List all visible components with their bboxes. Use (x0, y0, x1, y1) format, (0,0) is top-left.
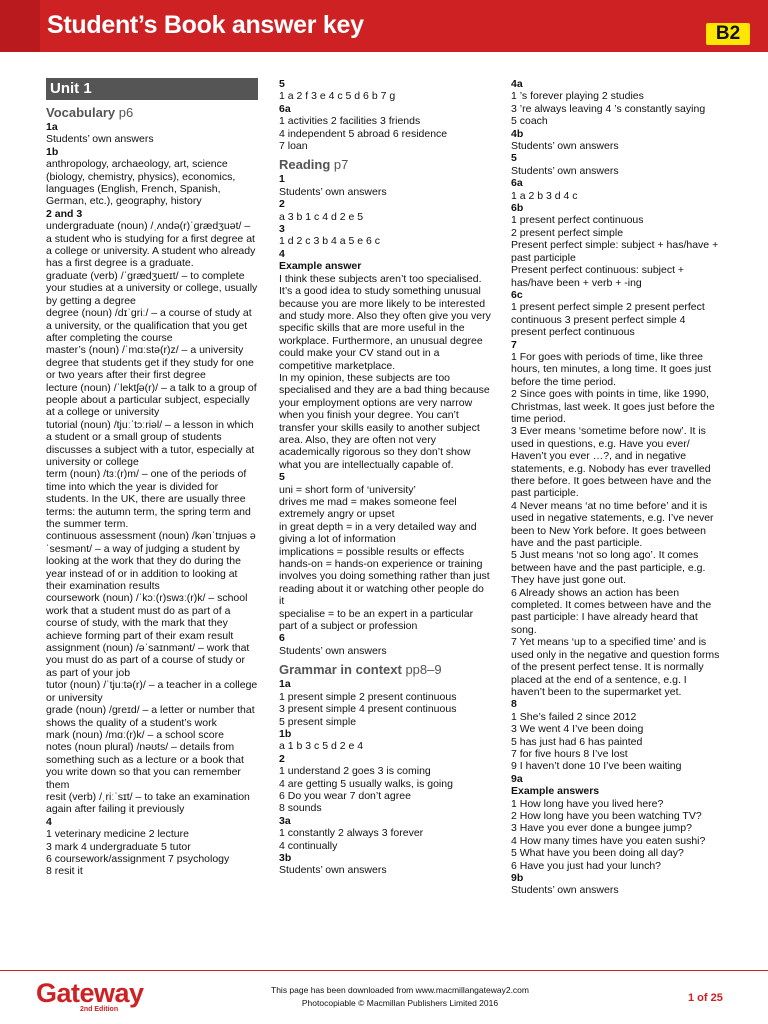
definition-line: uni = short form of ‘university’ (279, 483, 416, 496)
glossary-entry: term (noun) /tɜː(r)m/ – one of the periods of time into which the year is divided for students. In the UK, there are usually three terms: the autumn term, the spring term and the summer term. (46, 468, 251, 530)
glossary-entry: notes (noun plural) /nəʊts/ – details from something such as a lecture or a book that you write down so that you can remember them (46, 741, 244, 791)
question-number: 9b (511, 872, 524, 884)
question-number: 2 (279, 752, 285, 765)
question-number: 7 (511, 338, 517, 351)
glossary-entry: degree (noun) /dɪˈgriː/ – a course of study at a university, or the qualification that you get after completing the course (46, 307, 252, 344)
question-number: 6a (511, 177, 523, 190)
example-answer-label: Example answer (279, 260, 362, 273)
definition-line: implications = possible results or effects (279, 545, 465, 558)
answer-line: 1 present perfect continuous (511, 214, 644, 227)
answer-text: anthropology, archaeology, art, science (biology, chemistry, physics), economics, languages (English, French, Spanish, German, etc.), geography, history (46, 158, 236, 208)
question-number: 1b (279, 727, 292, 740)
answer-paragraph: 1 For goes with periods of time, like three hours, ten minutes, a long time. It goes just before the time period. (511, 350, 712, 388)
header-bar (0, 0, 768, 52)
section-heading-reading: Reading p7 (279, 157, 349, 173)
answer-line: 3 mark 4 undergraduate 5 tutor (46, 840, 191, 853)
answer-line: 1 veterinary medicine 2 lecture (46, 828, 189, 841)
example-paragraph: In my opinion, these subjects are too specialised and they are a bad thing because your employment options are very narrow when you finish your degree. You can’t transfer your skills easily to another subject area. Also, they are often not very academically rigorous so they don’t show what you are intellectually capable of. (279, 371, 490, 471)
answer-line: 4 are getting 5 usually walks, is going (279, 777, 453, 790)
glossary-entry: lecture (noun) /ˈlektʃə(r)/ – a talk to a group of people about a particular subject, especially at a college or university (46, 381, 257, 419)
answer-line: 4 How many times have you eaten sushi? (511, 834, 706, 847)
gateway-edition: 2nd Edition (80, 1006, 119, 1013)
question-number: 6a (279, 102, 291, 115)
column-3 (511, 78, 723, 897)
answer-text: Students’ own answers (511, 140, 619, 153)
answer-line: 9 I haven’t done 10 I’ve been waiting (511, 760, 682, 773)
example-answer-label: Example answers (511, 785, 600, 798)
column-2 (279, 78, 491, 877)
answer-line: 4 continually (279, 839, 338, 852)
answer-line: 7 for five hours 8 I’ve lost (511, 747, 628, 760)
definition-line: in great depth = in a very detailed way and giving a lot of information (279, 520, 477, 546)
answer-line: 3 Have you ever done a bungee jump? (511, 822, 692, 835)
question-number: 5 (279, 471, 285, 484)
unit-heading: Unit 1 (46, 78, 258, 100)
answer-paragraph: 4 Never means ‘at no time before’ and it is used in negative statements, e.g. I’ve never been to New York before. It goes between have and the past participle. (511, 499, 714, 550)
answer-line: 5 What have you been doing all day? (511, 847, 684, 860)
question-number: 1 (279, 173, 285, 186)
answer-text: Students’ own answers (511, 884, 619, 897)
glossary-entry: resit (verb) /ˌriːˈsɪt/ – to take an examination again after failing it previously (46, 790, 250, 816)
header-accent-strip (0, 0, 40, 52)
glossary-entry: graduate (verb) /ˈgrædʒueɪt/ – to complete your studies at a university or college, usually by getting a degree (46, 269, 258, 307)
question-number: 2 and 3 (46, 207, 83, 220)
answer-text: Students’ own answers (279, 185, 387, 198)
answer-line: 1 understand 2 goes 3 is coming (279, 765, 431, 778)
definition-line: hands-on = hands-on experience or training involves you doing something rather than just reading about it or watching other people do it (279, 558, 490, 608)
glossary-entry: assignment (noun) /əˈsaɪnmənt/ – work that you must do as part of a course of study or as part of your job (46, 642, 250, 679)
question-number: 3 (279, 223, 285, 236)
answer-line: 3 We went 4 I’ve been doing (511, 723, 644, 736)
answer-line: 1 present perfect simple 2 present perfect continuous 3 present perfect simple 4 present perfect continuous (511, 301, 705, 339)
answer-line: 1 ’s forever playing 2 studies (511, 90, 644, 103)
answer-line: 1 a 2 f 3 e 4 c 5 d 6 b 7 g (279, 90, 396, 103)
answer-line: a 3 b 1 c 4 d 2 e 5 (279, 210, 364, 223)
question-number: 5 (279, 78, 285, 90)
glossary-entry: grade (noun) /greɪd/ – a letter or number that shows the quality of a student’s work (46, 704, 255, 729)
answer-paragraph: 7 Yet means ‘up to a specified time’ and is used only in the negative and question forms of the present perfect tense. It is normally placed at the end of a sentence, e.g. I haven’t been to the supermarket yet. (511, 636, 720, 698)
glossary-entry: coursework (noun) /ˈkɔː(r)swɜː(r)k/ – school work that a student must do as part of a course of study, with the mark that they achieve forming part of their exam result (46, 592, 248, 642)
question-number: 6b (511, 202, 524, 215)
glossary-entry: continuous assessment (noun) /kənˈtɪnjuəs əˈsesmənt/ – a way of judging a student by looking at the work that they do during the year instead of or in addition to looking at their examination results (46, 530, 256, 593)
answer-line: 2 How long have you been watching TV? (511, 809, 702, 822)
example-paragraph: I think these subjects aren’t too specialised. It’s a good idea to study something unusual because you are more likely to be interested and study more. Also they often give you very specific skills that are more useful in the workplace. Furthermore, an unusual degree could make your CV stand out in a competitive marketplace. (279, 272, 491, 372)
answer-paragraph: 5 Just means ‘not so long ago’. It comes between have and the past participle, e.g. They have just gone out. (511, 549, 706, 587)
answer-line: Present perfect simple: subject + has/have + past participle (511, 239, 719, 264)
answer-text: Students’ own answers (279, 644, 387, 657)
question-number: 3b (279, 851, 292, 864)
answer-line: 6 coursework/assignment 7 psychology (46, 852, 230, 865)
answer-line: 7 loan (279, 140, 308, 153)
answer-line: 5 coach (511, 115, 548, 128)
footer-divider (0, 970, 768, 971)
question-number: 4a (511, 78, 523, 90)
section-heading-vocabulary: Vocabulary p6 (46, 105, 134, 120)
glossary-entry: tutor (noun) /ˈtjuːtə(r)/ – a teacher in a college or university (46, 679, 258, 704)
glossary-entry: undergraduate (noun) /ˌʌndə(r)ˈgrædʒuət/ – a student who is studying for a first degree at a college or university. A student who already has a first degree is a graduate. (46, 220, 256, 270)
answer-line: 5 has just had 6 has painted (511, 735, 643, 748)
question-number: 6c (511, 288, 523, 301)
column-1 (46, 78, 258, 878)
answer-line: 1 How long have you lived here? (511, 797, 664, 810)
answer-line: 3 ’re always leaving 4 ’s constantly saying (511, 102, 706, 115)
gateway-logo: Gateway (36, 978, 144, 1008)
page-title: Student’s Book answer key (47, 11, 364, 39)
answer-line: 8 resit it (46, 865, 83, 878)
answer-line: 1 present simple 2 present continuous (279, 690, 457, 703)
answer-text: Students’ own answers (46, 133, 154, 146)
answer-text: Students’ own answers (279, 864, 387, 877)
answer-line: 2 present perfect simple (511, 226, 624, 239)
question-number: 5 (511, 152, 517, 165)
definition-line: drives me mad = makes someone feel extremely angry or upset (279, 496, 457, 521)
glossary-entry: mark (noun) /mɑː(r)k/ – a school score (46, 728, 224, 741)
page-number: 1 of 25 (688, 992, 723, 1004)
glossary-entry: master’s (noun) /ˈmɑːstə(r)z/ – a university degree that students get if they study for one or two years after their first degree (46, 344, 254, 382)
section-heading-grammar: Grammar in context pp8–9 (279, 662, 442, 678)
level-badge: B2 (706, 23, 750, 45)
answer-text: Students’ own answers (511, 164, 619, 177)
question-number: 3a (279, 814, 291, 827)
question-number: 1a (279, 678, 291, 691)
answer-line: 1 constantly 2 always 3 forever (279, 827, 424, 840)
answer-line: 1 d 2 c 3 b 4 a 5 e 6 c (279, 235, 380, 248)
answer-line: 8 sounds (279, 802, 322, 815)
question-number: 8 (511, 698, 517, 711)
question-number: 1b (46, 145, 59, 158)
answer-line: 1 activities 2 facilities 3 friends (279, 115, 421, 128)
footer-download-line: This page has been downloaded from www.macmillangateway2.com (271, 985, 529, 995)
question-number: 9a (511, 772, 523, 785)
answer-line: a 1 b 3 c 5 d 2 e 4 (279, 740, 364, 753)
question-number: 1a (46, 121, 58, 133)
question-number: 4 (279, 247, 285, 260)
question-number: 2 (279, 198, 285, 211)
answer-paragraph: 3 Ever means ‘sometime before now’. It is used in questions, e.g. Have you ever/ Haven’t you ever …?, and in negative statements, e.g. Nobody has ever travelled there before. It goes between have and the past participle. (511, 425, 712, 500)
question-number: 6 (279, 632, 285, 645)
question-number: 4b (511, 127, 524, 140)
answer-line: 3 present simple 4 present continuous (279, 703, 457, 716)
answer-line: Present perfect continuous: subject + has/have been + verb + -ing (511, 264, 685, 289)
footer-copyright-line: Photocopiable © Macmillan Publishers Limited 2016 (301, 998, 499, 1008)
answer-line: 1 a 2 b 3 d 4 c (511, 189, 578, 202)
answer-paragraph: 2 Since goes with points in time, like 1990, Christmas, last week. It goes just before the time period. (511, 388, 715, 425)
answer-line: 5 present simple (279, 715, 357, 728)
answer-line: 6 Have you just had your lunch? (511, 859, 662, 872)
answer-paragraph: 6 Already shows an action has been completed. It comes between have and the past participle: I have already heard that song. (511, 586, 712, 636)
answer-line: 6 Do you wear 7 don’t agree (279, 789, 411, 802)
answer-line: 1 She’s failed 2 since 2012 (511, 710, 637, 723)
glossary-entry: tutorial (noun) /tjuːˈtɔːriəl/ – a lesson in which a student or a small group of students discusses a subject with a tutor, especially at university or college (46, 418, 255, 468)
footer-notice (230, 984, 570, 1010)
definition-line: specialise = to be an expert in a particular part of a subject or profession (279, 607, 474, 633)
question-number: 4 (46, 815, 52, 828)
answer-line: 4 independent 5 abroad 6 residence (279, 127, 448, 140)
